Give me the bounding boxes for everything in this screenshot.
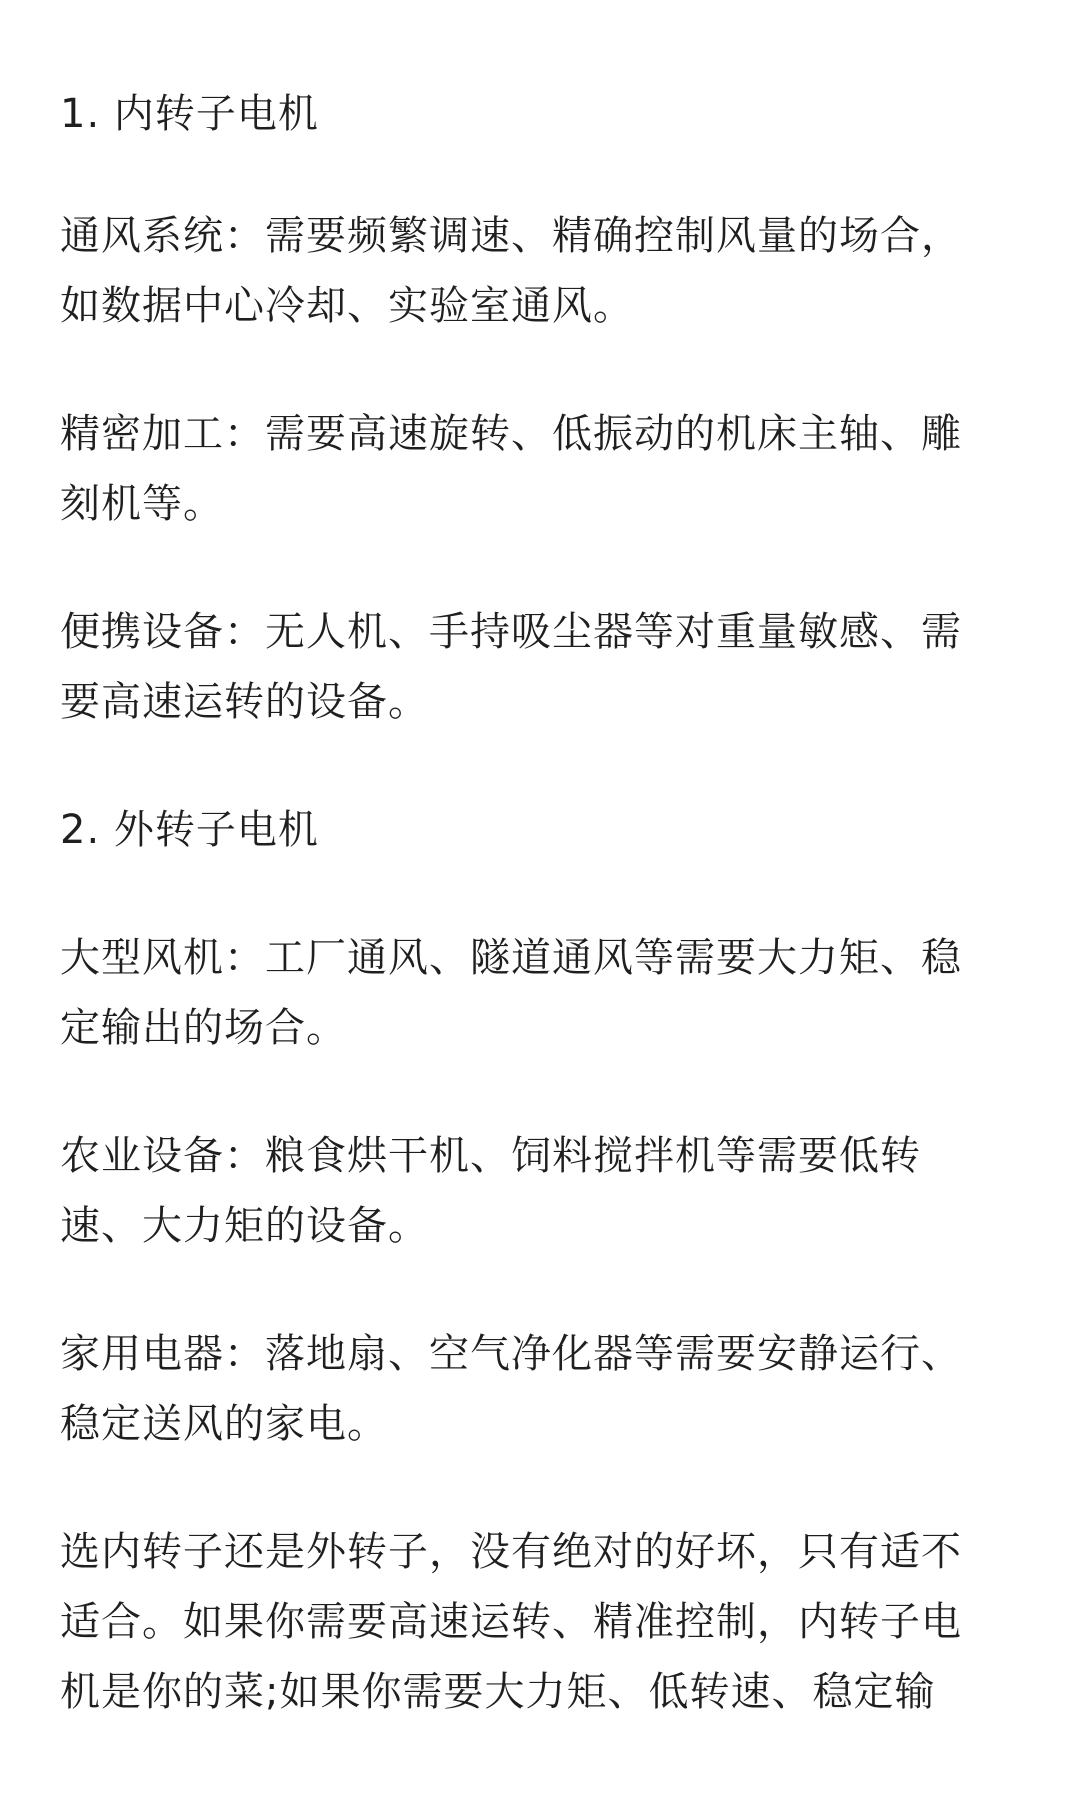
paragraph-large-fan-line-2: 定输出的场合。 xyxy=(60,1005,347,1051)
paragraph-agriculture-line-1: 农业设备：粮食烘干机、饲料搅拌机等需要低转 xyxy=(60,1133,921,1179)
paragraph-agriculture-line-2: 速、大力矩的设备。 xyxy=(60,1203,429,1249)
paragraph-portable-line-2: 要高速运转的设备。 xyxy=(60,679,429,725)
paragraph-precision-line-2: 刻机等。 xyxy=(60,481,224,527)
paragraph-conclusion-line-1: 选内转子还是外转子，没有绝对的好坏，只有适不 xyxy=(60,1529,962,1575)
paragraph-conclusion-line-2: 适合。如果你需要高速运转、精准控制，内转子电 xyxy=(60,1599,962,1645)
section-heading-inner-rotor: 1. 内转子电机 xyxy=(60,91,319,137)
paragraph-large-fan-line-1: 大型风机：工厂通风、隧道通风等需要大力矩、稳 xyxy=(60,935,962,981)
paragraph-ventilation-line-1: 通风系统：需要频繁调速、精确控制风量的场合， xyxy=(60,213,962,259)
paragraph-ventilation-line-2: 如数据中心冷却、实验室通风。 xyxy=(60,283,634,329)
paragraph-conclusion-line-3: 机是你的菜;如果你需要大力矩、低转速、稳定输 xyxy=(60,1669,936,1715)
paragraph-appliances-line-1: 家用电器：落地扇、空气净化器等需要安静运行、 xyxy=(60,1331,962,1377)
section-heading-outer-rotor: 2. 外转子电机 xyxy=(60,807,319,853)
paragraph-portable-line-1: 便携设备：无人机、手持吸尘器等对重量敏感、需 xyxy=(60,609,962,655)
paragraph-appliances-line-2: 稳定送风的家电。 xyxy=(60,1401,388,1447)
paragraph-precision-line-1: 精密加工：需要高速旋转、低振动的机床主轴、雕 xyxy=(60,411,962,457)
